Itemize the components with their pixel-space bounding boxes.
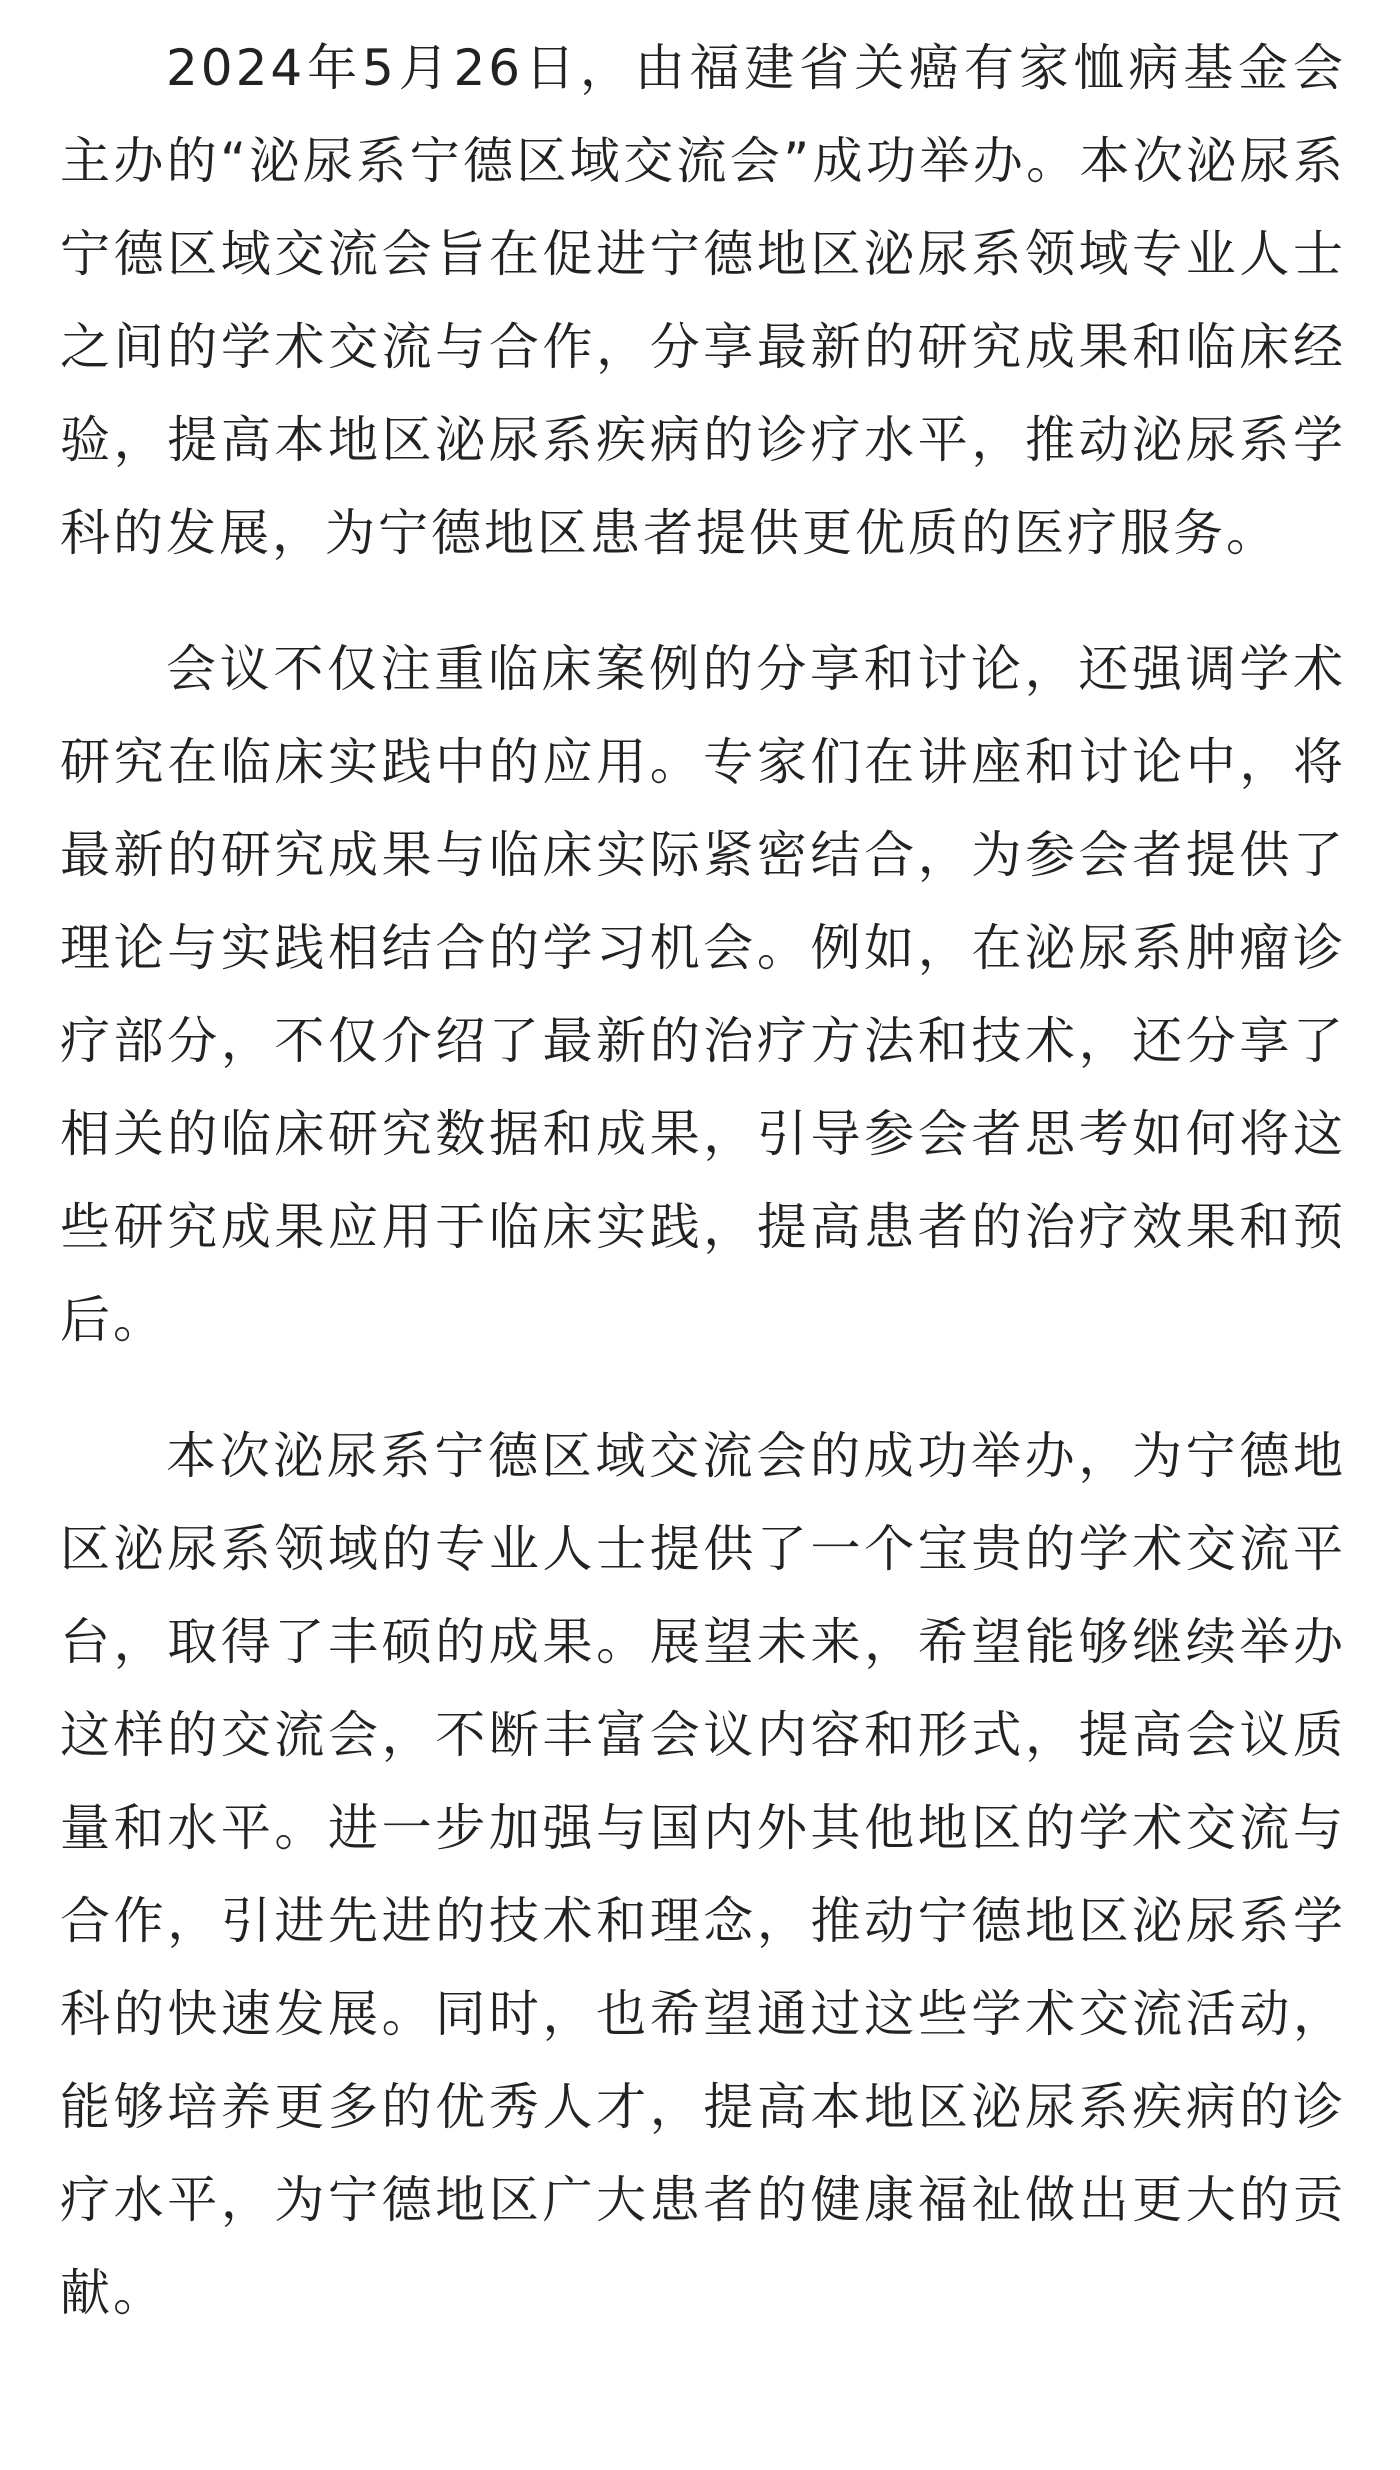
article-body <box>60 22 1346 2383</box>
article-paragraph: 本次泌尿系宁德区域交流会的成功举办，为宁德地区泌尿系领域的专业人士提供了一个宝贵的学术交流平台，取得了丰硕的成果。展望未来，希望能够继续举办这样的交流会，不断丰富会议内容和形式，提高会议质量和水平。进一步加强与国内外其他地区的学术交流与合作，引进先进的技术和理念，推动宁德地区泌尿系学科的快速发展。同时，也希望通过这些学术交流活动，能够培养更多的优秀人才，提高本地区泌尿系疾病的诊疗水平，为宁德地区广大患者的健康福祉做出更大的贡献。 <box>60 1427 1346 2322</box>
article-paragraph: 2024年5月26日，由福建省关癌有家恤病基金会主办的“泌尿系宁德区域交流会”成功举办。本次泌尿系宁德区域交流会旨在促进宁德地区泌尿系领域专业人士之间的学术交流与合作，分享最新的研究成果和临床经验，提高本地区泌尿系疾病的诊疗水平，推动泌尿系学科的发展，为宁德地区患者提供更优质的医疗服务。 <box>60 39 1346 562</box>
article-paragraph: 会议不仅注重临床案例的分享和讨论，还强调学术研究在临床实践中的应用。专家们在讲座和讨论中，将最新的研究成果与临床实际紧密结合，为参会者提供了理论与实践相结合的学习机会。例如，在泌尿系肿瘤诊疗部分，不仅介绍了最新的治疗方法和技术，还分享了相关的临床研究数据和成果，引导参会者思考如何将这些研究成果应用于临床实践，提高患者的治疗效果和预后。 <box>60 640 1346 1349</box>
